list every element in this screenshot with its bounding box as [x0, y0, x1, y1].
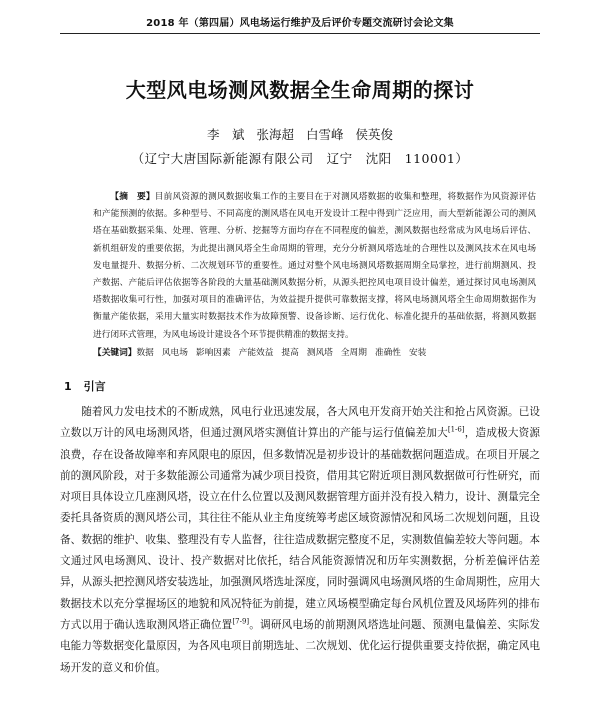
keyword: 产能效益 [238, 348, 274, 358]
author-2: 张海超 [256, 127, 294, 142]
keyword: 提高 [281, 348, 299, 358]
keywords-label: 【关键词】 [93, 348, 137, 358]
author-list [40, 125, 560, 143]
keyword: 安装 [408, 348, 427, 358]
citation-2: [7-9] [232, 617, 250, 626]
abstract [93, 189, 536, 344]
keyword: 影响因素 [195, 348, 231, 358]
keyword: 数据 [136, 348, 154, 358]
paper-title: 大型风电场测风数据全生命周期的探讨 [125, 78, 475, 102]
keywords [93, 345, 536, 362]
section-number: 1 [64, 380, 72, 393]
author-4: 侯英俊 [355, 127, 393, 142]
keyword: 准确性 [374, 348, 401, 358]
abstract-label: 【摘 要】 [110, 192, 155, 202]
running-header: 2018 年（第四届）风电场运行维护及后评价专题交流研讨会论文集 [146, 18, 454, 29]
body-text-part-2: ，造成极大资源浪费，存在设备故障率和弃风限电的原因，但多数情况是初步设计的基础数据问题造成。在项目开展之前的测风阶段，对于多数能源公司通常为减少项目投资，借用其它附近项目测风数据做可行性研究，而对项目具体设立几座测风塔，设立在什么位置以及测风数据管理方面并没有投入精力，设计、测量完全委托具备资质的测风塔公司，其往往不能从业主角度统筹考虑区域资源情况和风场二次规划问题，且设备、数据的维护、收集、整理没有专人监督，往往造成数据完整度不足，实测数值偏差较大等问题。本文通过风电场测风、设计、投产数据对比依托，结合风能资源情况和历年实测数据，分析差偏评估差异，从源头把控测风塔安装选址，加强测风塔选址深度，同时强调风电场测风塔的生命周期性，应用大数据技术以充分掌握场区的地貌和风况特征为前提，建立风场模型确定每台风机位置及风场阵列的排布方式以用于确认选取测风塔正确位置 [60, 427, 541, 631]
section-heading [64, 378, 106, 394]
affiliation: （辽宁大唐国际新能源有限公司 辽宁 沈阳 110001） [131, 151, 469, 166]
author-3: 白雪峰 [305, 127, 344, 142]
keyword: 全周期 [340, 348, 367, 358]
body-text-part-1: 随着风力发电技术的不断成熟，风电行业迅速发展，各大风电开发商开始关注和抢占风资源。已设立数以万计的风电场测风塔，但通过测风塔实测值计算出的产能与运行值偏差加大 [60, 406, 540, 440]
abstract-text: 目前风资源的测风数据收集工作的主要目在于对测风塔数据的收集和整理，将数据作为风资源评估和产能预测的依据。多种型号、不同高度的测风塔在风电开发设计工程中得到广泛应用，而大型新能源公司的测风塔在基础数据采集、处理、管理、分析、挖掘等方面均存在不同程度的偏差，测风数据也经常成为风电场后评估、新机组研发的重要依据，为此提出测风塔全生命周期的管理，充分分析测风塔选址的合理性以及测风技术在风电场发电量提升、数据分析、二次规划环节的重要性。通过对整个风电场测风塔数据周期全局掌控，进行前期测风、投产数据、产能后评估依据等各阶段的大量基础测风数据分析，从源头把控风电项目设计偏差，通过探讨风电场测风塔数据收集可行性，加强对项目的准确评估，为效益提升提供可靠数据支撑，将风电场测风塔全生命周期数据作为衡量产能依据，采用大量实时数据技术作为故障预警、设备诊断、运行优化、标准化提升的基础依据，将测风数据进行闭环式管理，为风电场设计建设各个环节提供精准的数据支持。 [93, 192, 537, 340]
citation-1: [1-6] [447, 425, 465, 434]
author-1: 李 斌 [206, 127, 245, 142]
body-text-part-3: 。调研风电场的前期测风塔选址问题、预测电量偏差、实际发电能力等数据变化量原因，为各风电项目前期选址、二次规划、优化运行提供重要支持依据，确定风电场开发的意义和价值。 [60, 618, 541, 674]
keyword: 测风塔 [306, 348, 333, 358]
header-rule [60, 33, 540, 34]
section-title: 引言 [83, 380, 106, 393]
body-paragraph [60, 402, 540, 679]
keyword: 风电场 [161, 348, 188, 358]
